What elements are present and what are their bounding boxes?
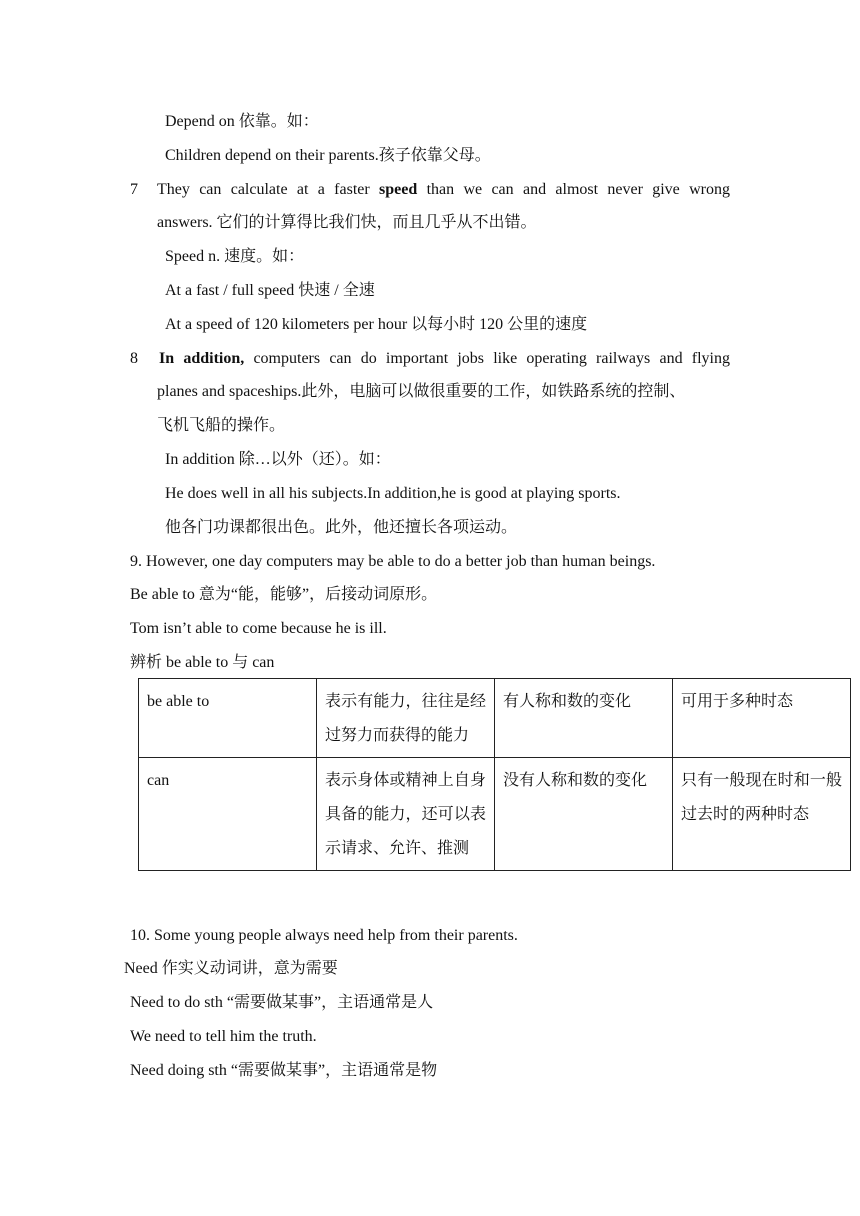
item-number: 7: [130, 181, 138, 198]
text-line: Need 作实义动词讲，意为需要: [124, 960, 338, 977]
table-row: [139, 679, 851, 758]
text-line: Tom isn’t able to come because he is ill.: [130, 620, 387, 637]
text-line: planes and spaceships.此外，电脑可以做很重要的工作，如铁路系统的控制、: [157, 383, 686, 400]
text-line: Need doing sth “需要做某事”，主语通常是物: [130, 1062, 438, 1079]
table-cell: 可用于多种时态: [673, 679, 851, 758]
keyword-speed: speed: [379, 181, 418, 198]
text-line: Speed n. 速度。如：: [165, 248, 305, 265]
table-cell: 没有人称和数的变化: [495, 758, 673, 871]
text-line: In addition, computers can do important jobs like operating railways and flying: [159, 350, 730, 367]
table-cell: be able to: [139, 679, 317, 758]
table-cell: 有人称和数的变化: [495, 679, 673, 758]
text-line: They can calculate at a faster speed than we can and almost never give wrong: [157, 181, 730, 198]
text-line: Children depend on their parents.孩子依靠父母。: [165, 147, 491, 164]
table-row: [139, 758, 851, 871]
table-cell: 表示身体或精神上自身具备的能力，还可以表示请求、允许、推测: [317, 758, 495, 871]
text-line: answers. 它们的计算得比我们快，而且几乎从不出错。: [157, 214, 537, 231]
table-cell: 表示有能力，往往是经过努力而获得的能力: [317, 679, 495, 758]
text-line: 9. However, one day computers may be able to do a better job than human beings.: [130, 553, 656, 570]
text-line: Be able to 意为“能，能够”，后接动词原形。: [130, 586, 438, 603]
table-cell: 只有一般现在时和一般过去时的两种时态: [673, 758, 851, 871]
keyword-in-addition: In addition,: [159, 350, 245, 367]
table-cell: can: [139, 758, 317, 871]
text-line: 辨析 be able to 与 can: [130, 654, 275, 671]
text-line: 他各门功课都很出色。此外，他还擅长各项运动。: [165, 519, 518, 536]
text-line: 10. Some young people always need help from their parents.: [130, 927, 518, 944]
text-line: We need to tell him the truth.: [130, 1028, 317, 1045]
text-line: He does well in all his subjects.In addition,he is good at playing sports.: [165, 485, 621, 502]
text-line: Need to do sth “需要做某事”，主语通常是人: [130, 994, 434, 1011]
text-line: In addition 除…以外（还）。如：: [165, 451, 391, 468]
text-line: Depend on 依靠。如：: [165, 113, 319, 130]
text-line: 飞机飞船的操作。: [157, 417, 286, 434]
comparison-table: [138, 678, 851, 871]
item-number: 8: [130, 350, 138, 367]
text-line: At a fast / full speed 快速 / 全速: [165, 282, 375, 299]
text-line: At a speed of 120 kilometers per hour 以每小时 120 公里的速度: [165, 316, 588, 333]
